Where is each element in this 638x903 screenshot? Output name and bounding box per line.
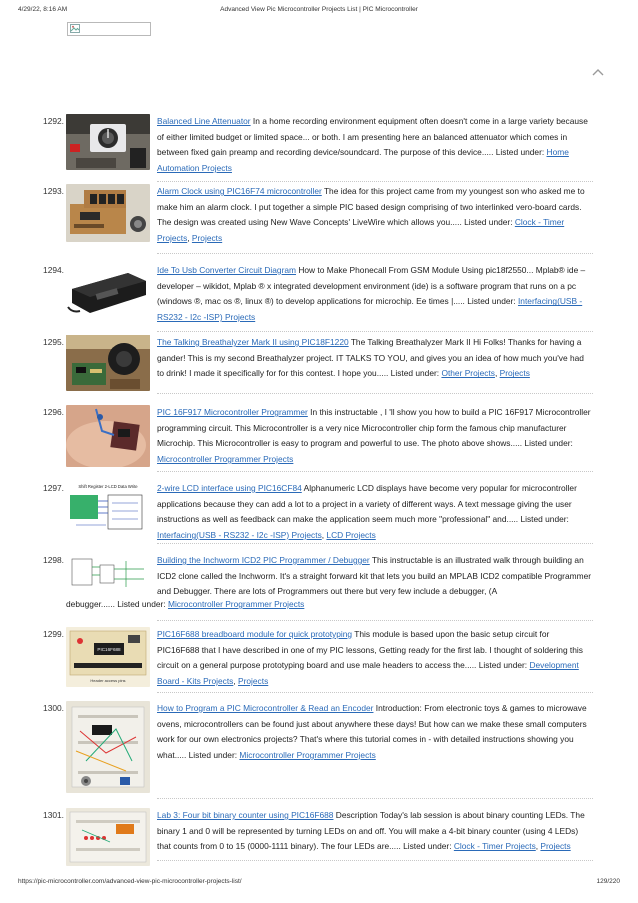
item-divider bbox=[157, 471, 593, 472]
item-text: Alarm Clock using PIC16F74 microcontroller The idea for this project came from my youngest son who asked me to make him an alarm clock. I put together a simple PIC based design comprising of two interlinked vero-board cards. The design was created using New Wave Concepts' LiveWire which allows you..... Listed under: Clock - Timer Projects, Projects bbox=[157, 186, 585, 244]
module-header-label: Header access pins bbox=[90, 678, 126, 683]
item-divider bbox=[157, 798, 593, 799]
category-link[interactable]: Microcontroller Programmer Projects bbox=[239, 750, 376, 761]
item-thumbnail-binary-counter[interactable] bbox=[66, 808, 150, 866]
item-text-continued bbox=[66, 597, 596, 613]
category-link[interactable]: LCD Projects bbox=[326, 530, 376, 541]
category-link[interactable]: Projects bbox=[499, 368, 530, 379]
print-header bbox=[0, 6, 638, 18]
item-thumbnail-breadboard-module[interactable] bbox=[66, 627, 150, 687]
category-link[interactable]: Interfacing(USB - RS232 - I2c -ISP) Projects bbox=[157, 296, 583, 323]
item-description: In a home recording environment equipment often doesn't come in a large variety because of either limited budget or limited space... or both. I am presenting here an balanced attenuator which comes in between fixed gain preamp and recording device/soundcard. The purpose of this device..... Listed under: bbox=[157, 116, 588, 158]
item-description: Introduction: From electronic toys & games to microwave ovens, microcontrollers can be found just about anywhere these days! But how can we make these small computers work for our own electronics projects? That's where this tutorial comes in - with detailed instructions showing you what..... Listed under: bbox=[157, 703, 587, 761]
item-description-end: debugger...... Listed under: bbox=[66, 599, 168, 609]
item-number: 1299. bbox=[43, 629, 64, 639]
item-title-link[interactable]: PIC16F688 breadboard module for quick prototyping bbox=[157, 629, 353, 639]
category-link[interactable]: Clock - Timer Projects bbox=[157, 217, 565, 244]
item-title-link[interactable]: The Talking Breathalyzer Mark II using PIC18F1220 bbox=[157, 337, 349, 347]
item-text bbox=[157, 263, 593, 326]
category-link[interactable]: Interfacing(USB - RS232 - I2c -ISP) Projects bbox=[157, 530, 322, 541]
item-description: Description Today's lab session is about binary counting LEDs. The binary 1 and 0 will be represented by turning LEDs on and off. You will make a 4-bit binary counter (using 4 LEDs) that counts from 0 to 15 (0000-1111 binary). The four LEDs are..... Listed under: bbox=[157, 810, 585, 852]
item-thumbnail-alarm-clock[interactable] bbox=[66, 184, 150, 242]
item-text bbox=[157, 553, 593, 600]
item-text bbox=[157, 701, 593, 764]
item-number: 1292. bbox=[43, 116, 64, 126]
item-thumbnail-attenuator[interactable] bbox=[66, 114, 150, 170]
item-title-link[interactable]: 2-wire LCD interface using PIC16CF84 bbox=[157, 483, 302, 493]
broken-image-icon bbox=[70, 24, 80, 33]
item-thumbnail-lcd-schematic[interactable] bbox=[66, 481, 150, 539]
item-text: The Talking Breathalyzer Mark II using PIC18F1220 The Talking Breathalyzer Mark II Hi Folks! Thanks for having a gander! This is my second Breathalyzer project. IT TALKS TO YOU, and gives you an idea of how much you've had to drink! I made it specifically for for this contest. I hope you..... Listed under: Other Projects, Projects bbox=[157, 337, 584, 379]
item-title-link[interactable]: Lab 3: Four bit binary counter using PIC16F688 bbox=[157, 810, 334, 820]
item-thumbnail-inchworm[interactable] bbox=[66, 553, 150, 593]
module-chip-label: PIC16F688 bbox=[97, 647, 121, 652]
item-thumbnail-breathalyzer[interactable] bbox=[66, 335, 150, 391]
item-description: This module is based upon the basic setup circuit for PIC16F688 that I have described in one of my PIC lessons, Getting ready for the first lab. I thought of soldering this circuit on a general purpose prototyping board and use male headers to access the..... Listed under: bbox=[157, 629, 583, 671]
category-link[interactable]: Microcontroller Programmer Projects bbox=[157, 454, 294, 465]
item-divider bbox=[157, 253, 593, 254]
print-footer bbox=[0, 878, 638, 890]
item-description: The idea for this project came from my youngest son who asked me to make him an alarm clock. I put together a simple PIC based design comprising of two interlinked vero-board cards. The design was created using New Wave Concepts' LiveWire which allows you..... Listed under: bbox=[157, 186, 585, 228]
item-number: 1296. bbox=[43, 407, 64, 417]
category-link[interactable]: Clock - Timer Projects bbox=[453, 841, 536, 852]
print-title: Advanced View Pic Microcontroller Projects List | PIC Microcontroller bbox=[220, 6, 418, 13]
item-number: 1300. bbox=[43, 703, 64, 713]
item-title-link[interactable]: Building the Inchworm ICD2 PIC Programmer / Debugger bbox=[157, 555, 370, 565]
print-url: https://pic-microcontroller.com/advanced-view-pic-microcontroller-projects-list/ bbox=[18, 878, 242, 885]
item-divider bbox=[157, 692, 593, 693]
item-description: In this instructable , I 'll show you how to build a PIC 16F917 Microcontroller programming circuit. This Microcontroller is a very nice Microcontroller chip form the famous chip manufacturer Microchip. This Microcontroller is easy to program and powerful to use. The photo above shows..... Listed under: bbox=[157, 407, 591, 449]
category-link[interactable]: Other Projects bbox=[441, 368, 495, 379]
category-link[interactable]: Projects bbox=[540, 841, 571, 852]
item-number: 1295. bbox=[43, 337, 64, 347]
item-title-link[interactable]: Balanced Line Attenuator bbox=[157, 116, 251, 126]
item-title-link[interactable]: Ide To Usb Converter Circuit Diagram bbox=[157, 265, 297, 275]
item-number: 1298. bbox=[43, 555, 64, 565]
lcd-schematic-title: Shift Register 2-LCD Data Write bbox=[78, 484, 138, 489]
category-link[interactable]: Development Board - Kits Projects bbox=[157, 660, 579, 687]
item-thumbnail-usb-converter[interactable] bbox=[66, 263, 150, 321]
broken-image-placeholder bbox=[67, 22, 151, 36]
item-title-link[interactable]: How to Program a PIC Microcontroller & Read an Encoder bbox=[157, 703, 374, 713]
category-link[interactable]: Projects bbox=[191, 233, 223, 244]
item-number: 1297. bbox=[43, 483, 64, 493]
item-description: How to Make Phonecall From GSM Module Using pic18f2550... Mplab® ide – developer – wikidot, Mplab ® x integrated development environment (ide) is a software program that runs on a pc (windows ®, mac os ®, linux ®) to develop applications for microchip. Ee times |..... Listed under: bbox=[157, 265, 586, 307]
item-title-link[interactable]: PIC 16F917 Microcontroller Programmer bbox=[157, 407, 308, 417]
item-thumbnail-programmer[interactable] bbox=[66, 405, 150, 467]
item-text bbox=[157, 114, 593, 177]
item-divider bbox=[157, 620, 593, 621]
print-datetime: 4/29/22, 8:16 AM bbox=[18, 6, 68, 13]
item-number: 1301. bbox=[43, 810, 64, 820]
item-number: 1293. bbox=[43, 186, 64, 196]
item-text: Lab 3: Four bit binary counter using PIC16F688 Description Today's lab session is about binary counting LEDs. The binary 1 and 0 will be represented by turning LEDs on and off. You will make a 4-bit binary counter (using 4 LEDs) that counts from 0 to 15 (0000-1111 binary). The four LEDs are..... Listed under: Clock - Timer Projects, Projects bbox=[157, 810, 585, 852]
category-link[interactable]: Projects bbox=[238, 676, 269, 687]
item-description: Alphanumeric LCD displays have become very popular for microcontroller applications because they can add a lot to a project in a variety of different ways. A text message giving the user instructions as well as feedback can make the application seem much more "professional" and..... Listed under: bbox=[157, 483, 577, 525]
item-number: 1294. bbox=[43, 265, 64, 275]
item-divider bbox=[157, 181, 593, 182]
item-divider bbox=[157, 393, 593, 394]
item-description: The Talking Breathalyzer Mark II Hi Folks! Thanks for having a gander! This is my second Breathalyzer project. IT TALKS TO YOU, and gives you an idea of how much you've had to drink! I made it specifically for for this contest. I hope you..... Listed under: bbox=[157, 337, 584, 379]
item-description: This instructable is an illustrated walk through building an ICD2 clone called the Inchworm. It's a straight forward kit that lets you build an MPLAB ICD2 compatible Programmer and Debugger. There are lots of Programmers out there but very few include a debugger, (A bbox=[157, 555, 592, 597]
print-page-number: 129/220 bbox=[596, 878, 620, 885]
item-thumbnail-encoder-breadboard[interactable] bbox=[66, 701, 150, 793]
scroll-top-chevron-up-icon[interactable] bbox=[590, 66, 606, 78]
item-divider bbox=[157, 543, 593, 544]
category-link[interactable]: Microcontroller Programmer Projects bbox=[167, 599, 305, 609]
item-text: PIC16F688 breadboard module for quick prototyping This module is based upon the basic setup circuit for PIC16F688 that I have described in one of my PIC lessons, Getting ready for the first lab. I thought of soldering this circuit on a general purpose prototyping board and use male headers to access the..... Listed under: Development Board - Kits Projects, Projects bbox=[157, 629, 583, 687]
item-title-link[interactable]: Alarm Clock using PIC16F74 microcontroller bbox=[157, 186, 322, 196]
item-divider bbox=[157, 860, 593, 861]
item-text: 2-wire LCD interface using PIC16CF84 Alphanumeric LCD displays have become very popular for microcontroller applications because they can add a lot to a project in a variety of different ways. A text message giving the user instructions as well as feedback can make the application seem much more "professional" and..... Listed under: Interfacing(USB - RS232 - I2c -ISP) Projects, LCD Projects bbox=[157, 483, 577, 541]
item-divider bbox=[157, 331, 593, 332]
category-link[interactable]: Home Automation Projects bbox=[157, 147, 569, 174]
item-text bbox=[157, 405, 593, 468]
